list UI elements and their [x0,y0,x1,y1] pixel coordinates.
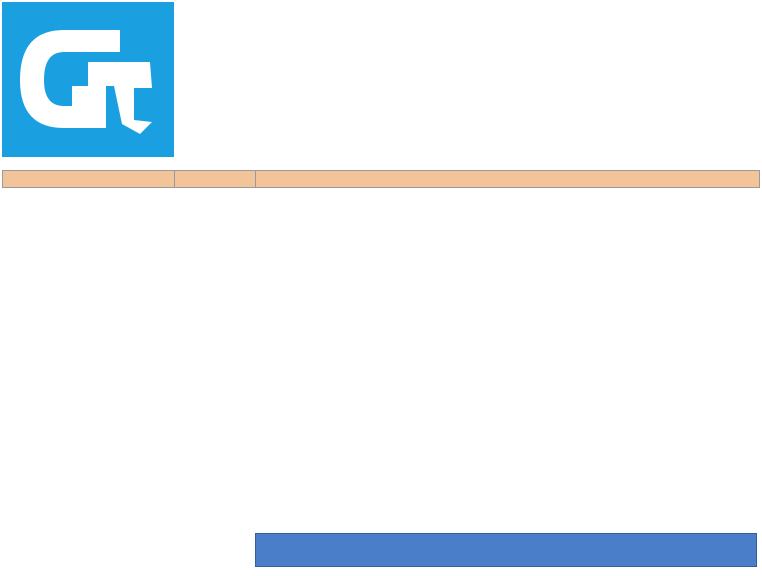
header-municipality [175,171,256,188]
galicia-logo [2,2,174,157]
galicia-g-icon [2,2,174,157]
timetable [2,170,760,188]
header-schedules [256,171,760,188]
service-days-note [255,533,757,567]
header-stop [3,171,175,188]
